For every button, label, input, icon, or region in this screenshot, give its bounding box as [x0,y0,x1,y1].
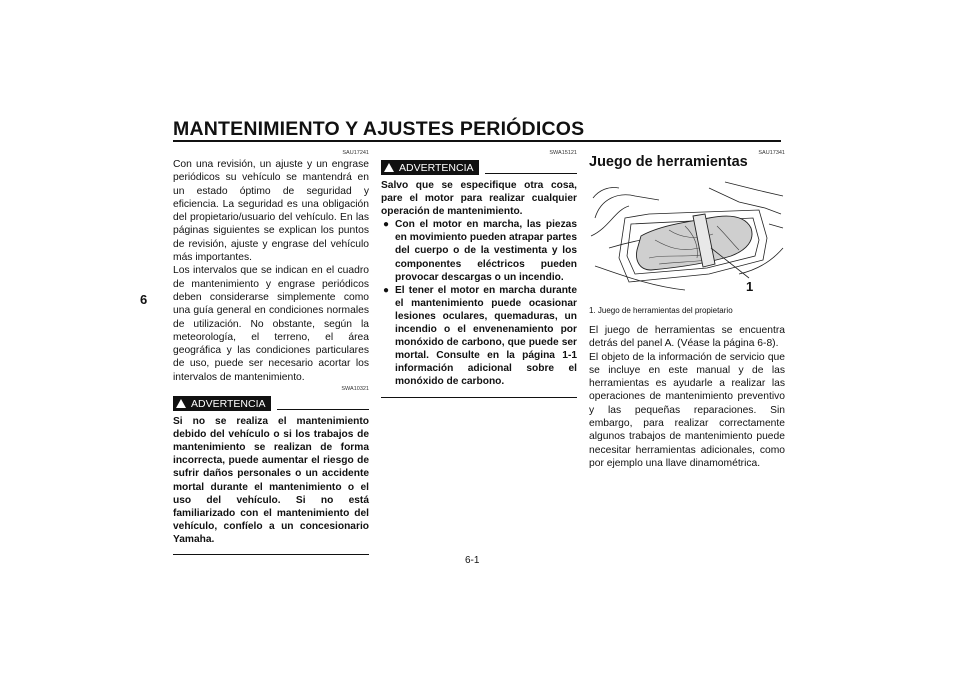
warning-rule [485,173,578,174]
warning-label: ADVERTENCIA [191,397,266,410]
bullet-icon: ● [383,219,390,231]
warning-code: SWA15121 [549,150,577,156]
section-code: SAU17241 [342,150,369,156]
chapter-tab: 6 [140,292,148,307]
warning-badge [173,396,271,411]
warning-bullets [381,218,577,388]
column-2 [381,150,577,398]
section-code: SAU17341 [758,150,785,156]
warning-rule [277,409,370,410]
warning-header [173,396,369,411]
warning-text: Si no se realiza el mantenimiento debido del vehículo o si los trabajos de mantenimiento se realizan de forma incorrecta, puede aumentar el riesgo de sufrir daños personales o un accidente mortal durante el mantenimiento o el uso del vehículo. Si no está familiarizado con el mantenimiento del vehículo, confíelo a un concesionario Yamaha. [173,416,369,545]
intro-paragraph: Con una revisión, un ajuste y un engrase periódicos su vehículo se mantendrá en un estado óptimo de seguridad y eficiencia. La seguridad es una obligación del propietario/usuario del vehículo. En las páginas siguientes se explican los puntos de revisión, ajuste y engrase del vehículo más importantes. [173,159,369,264]
intervals-paragraph: Los intervalos que se indican en el cuadro de mantenimiento y engrase periódicos deben considerarse simplemente como una guía general en condiciones normales de utilización. No obstante, según la meteorología, el terreno, el área geográfica y las condiciones particulares de uso, puede ser necesario acortar los intervalos de mantenimiento. [173,265,369,383]
warning-end-rule [381,397,577,398]
warning-code: SWA10321 [341,386,369,393]
warning-badge [381,160,479,175]
service-paragraph: El objeto de la información de servicio que se incluye en este manual y de las herramientas es ayudarle a realizar las operaciones de mantenimiento preventivo y las pequeñas reparaciones. Sin embargo, para realizar correctamente algunos trabajos de mantenimiento puede necesitar herramientas adicionales, como por ejemplo una llave dinamométrica. [589,351,785,469]
figure-caption: 1. Juego de herramientas del propietario [589,306,733,315]
warning-icon [176,399,186,408]
title-rule [173,140,781,142]
toolkit-illustration [589,178,785,295]
location-paragraph: El juego de herramientas se encuentra detrás del panel A. (Véase la página 6-8). [589,325,785,350]
list-item: ● El tener el motor en marcha durante el mantenimiento puede ocasionar lesiones oculares, quemaduras, un incendio o el envenenamiento por monóxido de carbono, que puede ser mortal. Consulte en la página 1-1 información adicional sobre el monóxido de carbono. [383,284,577,388]
warning-intro: Salvo que se especifique otra cosa, pare el motor para realizar cualquier operación de mantenimiento. [381,180,577,218]
column-1 [173,150,369,555]
section-title: Juego de herramientas [589,154,748,170]
column-3 [589,150,785,470]
list-item: ● Con el motor en marcha, las piezas en movimiento pueden atrapar partes del cuerpo o de la vestimenta y los componentes eléctricos pueden provocar descargas o un incendio. [383,219,577,283]
bullet-icon: ● [383,284,390,296]
warning-header [381,160,577,175]
warning-end-rule [173,554,369,555]
page-title: MANTENIMIENTO Y AJUSTES PERIÓDICOS [173,118,585,140]
page-number: 6-1 [465,555,480,566]
figure-callout: 1 [746,279,754,294]
warning-icon [384,163,394,172]
warning-label: ADVERTENCIA [399,161,474,174]
